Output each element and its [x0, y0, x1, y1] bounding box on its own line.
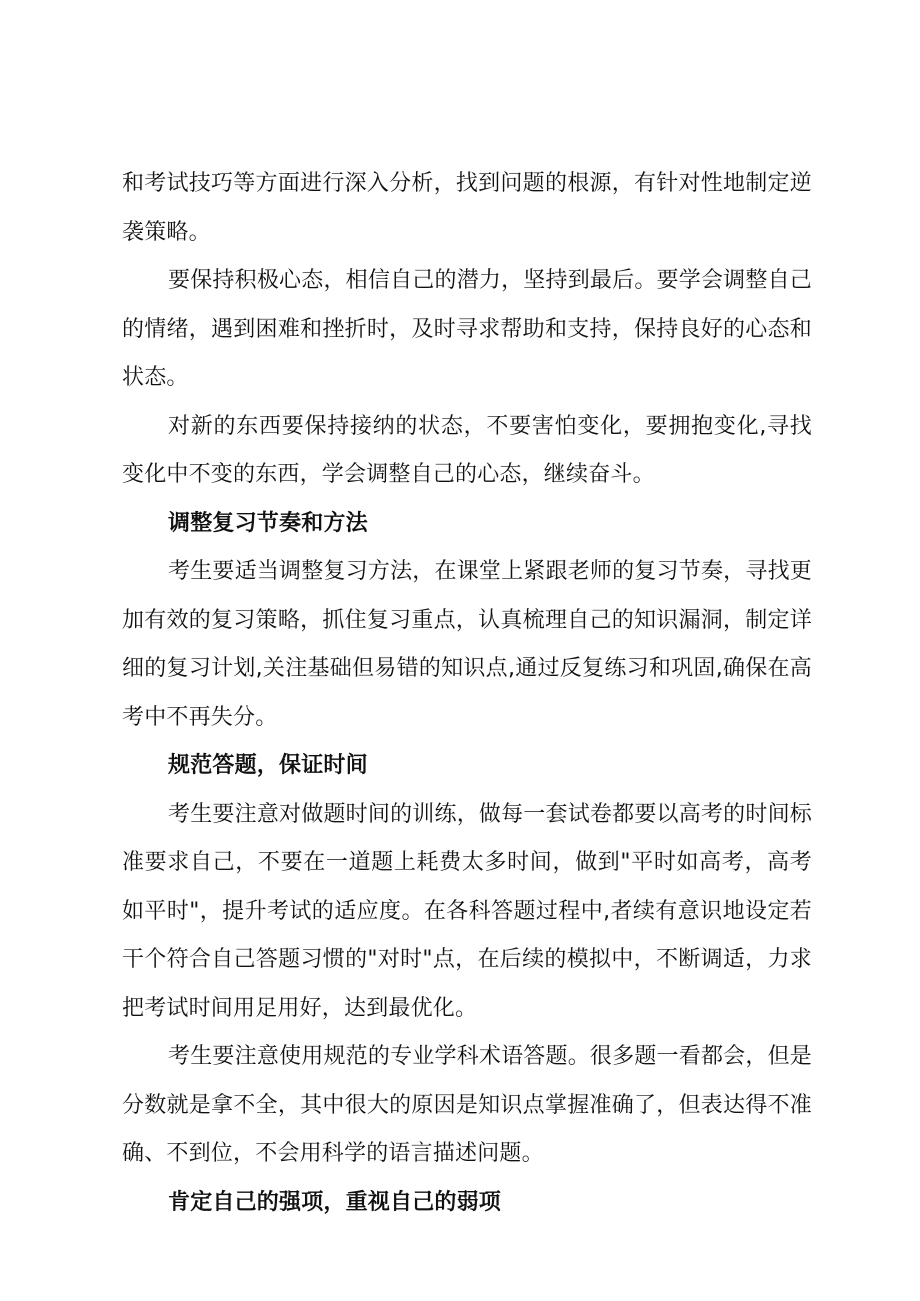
- paragraph-embrace-change: 对新的东西要保持接纳的状态，不要害怕变化，要拥抱变化,寻找变化中不变的东西，学会调整自己的心态，继续奋斗。: [122, 413, 812, 487]
- paragraph-time-training: 考生要注意对做题时间的训练，做每一套试卷都要以高考的时间标准要求自己，不要在一道题上耗费太多时间，做到"平时如高考，高考如平时"，提升考试的适应度。在各科答题过程中,者续有意识地设定若干个符合自己答题习惯的"对时"点，在后续的模拟中，不断调适，力求把考试时间用足用好，达到最优化。: [122, 801, 812, 1021]
- heading-adjust-review: 调整复习节奏和方法: [168, 510, 368, 536]
- paragraph-positive-mindset: 要保持积极心态，相信自己的潜力，坚持到最后。要学会调整自己的情绪，遇到困难和挫折时，及时寻求帮助和支持，保持良好的心态和状态。: [122, 268, 812, 390]
- heading-strengths-weaknesses: 肯定自己的强项，重视自己的弱项: [168, 1189, 502, 1215]
- paragraph-review-method: 考生要适当调整复习方法，在课堂上紧跟老师的复习节奏，寻找更加有效的复习策略，抓住复习重点，认真梳理自己的知识漏洞，制定详细的复习计划,关注基础但易错的知识点,通过反复练习和巩固,确保在高考中不再失分。: [122, 559, 812, 730]
- paragraph-standard-terms: 考生要注意使用规范的专业学科术语答题。很多题一看都会，但是分数就是拿不全，其中很大的原因是知识点掌握准确了，但表达得不准确、不到位，不会用科学的语言描述问题。: [122, 1044, 812, 1166]
- paragraph-strategy-continued: 和考试技巧等方面进行深入分析，找到问题的根源，有针对性地制定逆袭策略。: [122, 171, 812, 245]
- heading-standard-answers: 规范答题，保证时间: [168, 753, 368, 778]
- document-body: [122, 160, 812, 1227]
